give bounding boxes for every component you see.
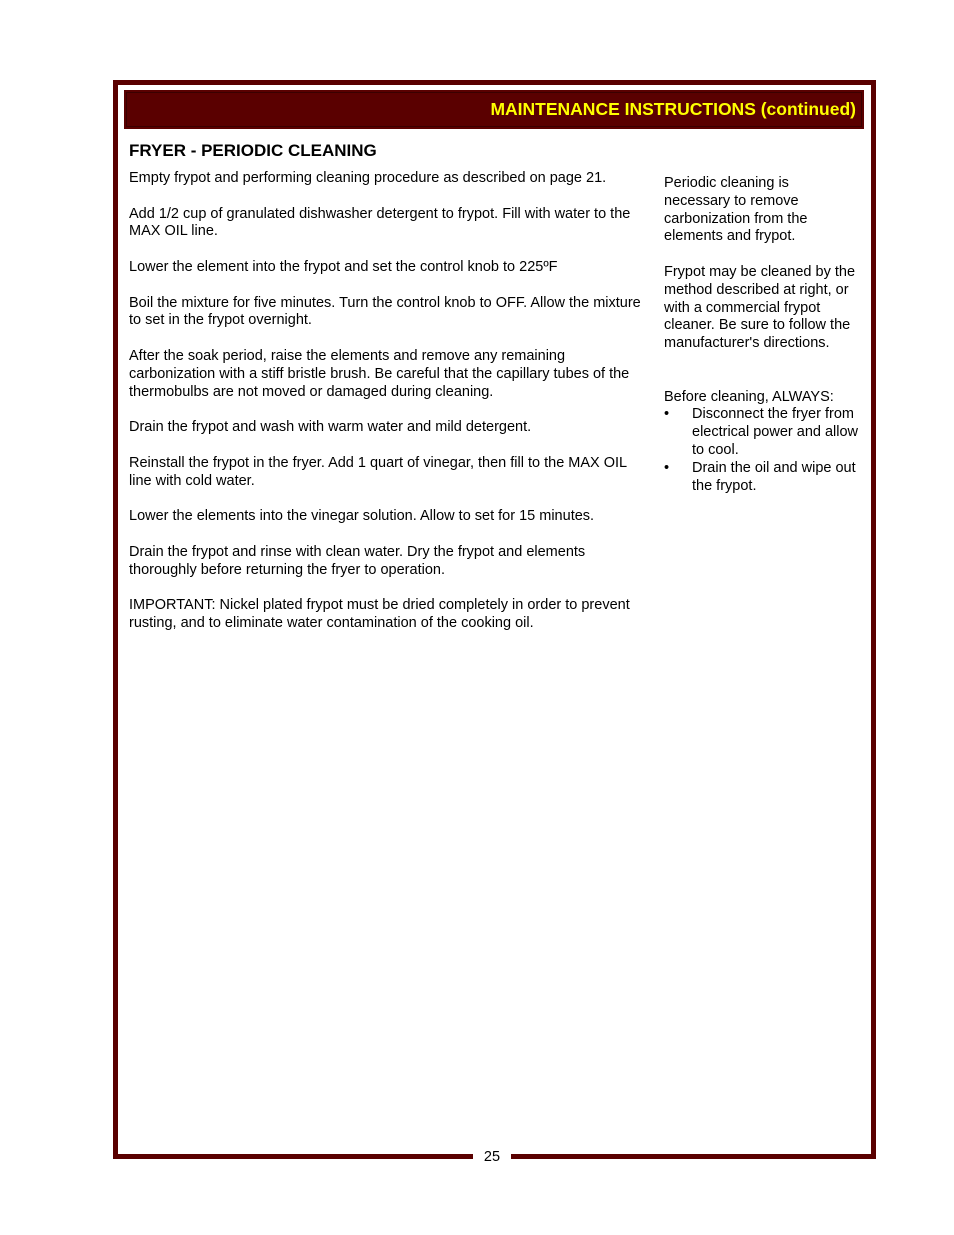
page-number: 25 xyxy=(483,1149,501,1165)
side-notes-column xyxy=(664,175,859,495)
instruction-paragraph: Drain the frypot and rinse with clean water. Dry the frypot and elements thoroughly before returning the fryer to operation. xyxy=(129,543,586,578)
list-item xyxy=(664,406,859,459)
instruction-paragraph: Drain the frypot and wash with warm water and mild detergent. xyxy=(129,419,532,436)
spacer xyxy=(664,371,859,389)
important-note: IMPORTANT: Nickel plated frypot must be dried completely in order to prevent rusting, and to eliminate water contamination of the cooking oil. xyxy=(129,597,630,631)
instructions-column xyxy=(129,170,649,651)
list-item xyxy=(664,460,859,496)
header-title: MAINTENANCE INSTRUCTIONS (continued) xyxy=(490,99,856,119)
instruction-paragraph: Lower the element into the frypot and set the control knob to 225ºF xyxy=(129,258,558,275)
bullet-icon: • xyxy=(664,459,670,476)
instruction-paragraph: Empty frypot and performing cleaning procedure as described on page 21. xyxy=(129,170,607,186)
bullet-icon: • xyxy=(664,406,670,423)
instruction-paragraph: Lower the elements into the vinegar solution. Allow to set for 15 minutes. xyxy=(129,508,595,525)
list-item-text: Disconnect the fryer from electrical power and allow to cool. xyxy=(692,406,859,458)
instruction-paragraph: Reinstall the frypot in the fryer. Add 1 quart of vinegar, then fill to the MAX OIL line with cold water. xyxy=(129,454,627,489)
instruction-paragraph: Boil the mixture for five minutes. Turn the control knob to OFF. Allow the mixture to set in the frypot overnight. xyxy=(129,294,641,329)
list-item-text: Drain the oil and wipe out the frypot. xyxy=(692,459,856,494)
section-title: FRYER - PERIODIC CLEANING xyxy=(129,141,377,160)
caution-intro: Before cleaning, ALWAYS: xyxy=(664,388,834,405)
caution-list xyxy=(664,406,859,495)
instruction-paragraph: After the soak period, raise the elements and remove any remaining carbonization with a stiff bristle brush. Be careful that the capillary tubes of the thermobulbs are not moved or damaged during cleaning. xyxy=(129,347,630,400)
header-bar xyxy=(124,90,864,129)
side-note: Frypot may be cleaned by the method described at right, or with a commercial frypot cleaner. Be sure to follow the manufacturer's directions. xyxy=(664,263,856,352)
side-note: Periodic cleaning is necessary to remove carbonization from the elements and frypot. xyxy=(664,175,808,245)
instruction-paragraph: Add 1/2 cup of granulated dishwasher detergent to frypot. Fill with water to the MAX OIL line. xyxy=(129,205,631,240)
